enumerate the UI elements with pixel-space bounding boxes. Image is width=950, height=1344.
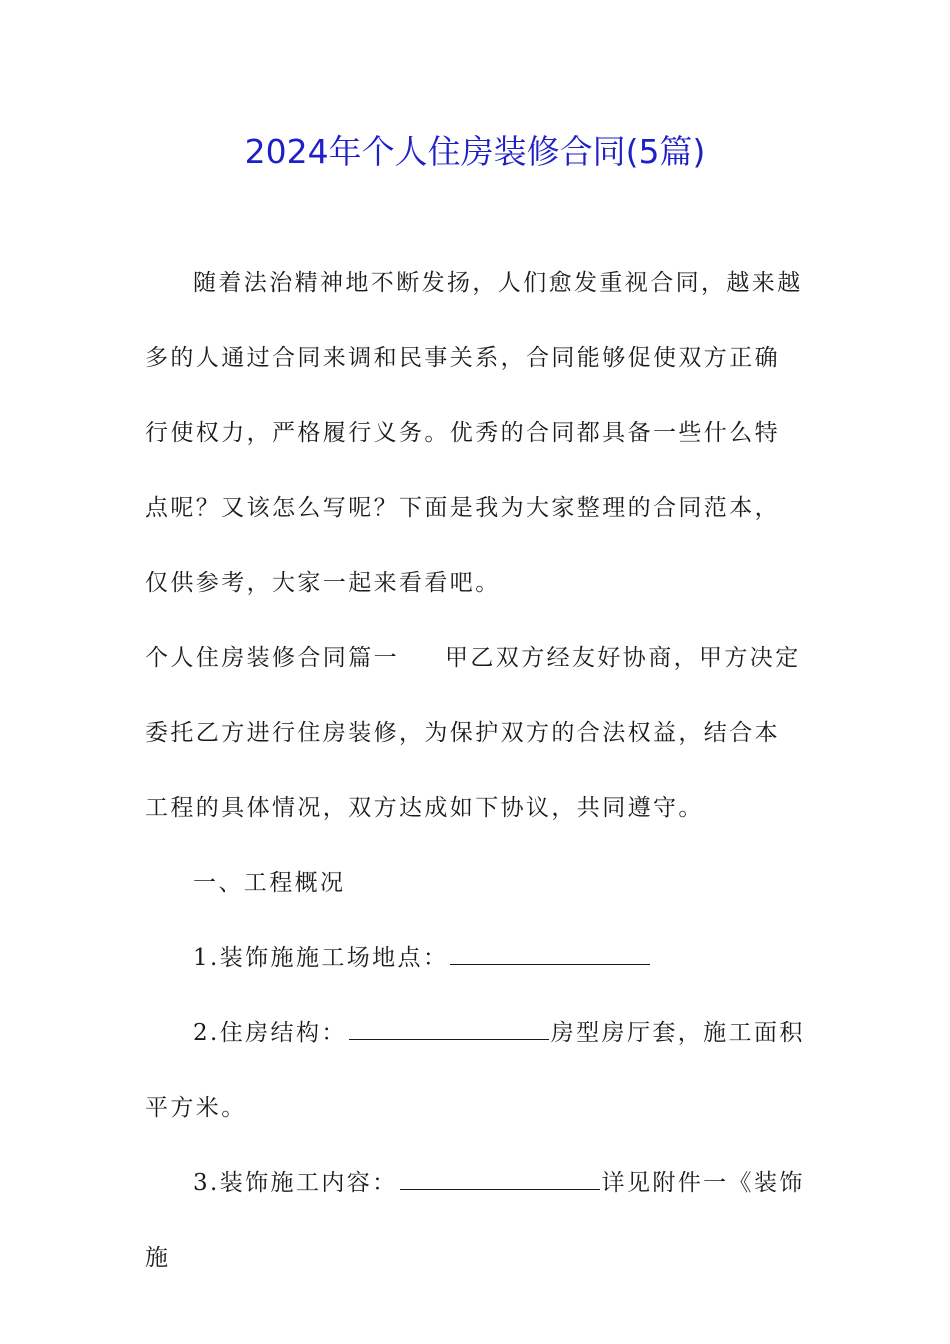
section-heading: 一、工程概况 xyxy=(193,870,346,896)
section-label: 个人住房装修合同篇一 xyxy=(145,645,399,671)
clause-item-3-label: 3.装饰施工内容： xyxy=(193,1170,398,1196)
clause-item-2 xyxy=(145,996,805,1146)
fill-blank-structure xyxy=(349,1017,549,1040)
clause-item-2-suffix: 房型房厅套，施工面积平方米。 xyxy=(145,1020,805,1121)
intro-paragraph: 随着法治精神地不断发扬，人们愈发重视合同，越来越多的人通过合同来调和民事关系，合同能够促使双方正确行使权力，严格履行义务。优秀的合同都具备一些什么特点呢？又该怎么写呢？下面是我为大家整理的合同范本，仅供参考，大家一起来看看吧。 xyxy=(145,270,803,596)
clause-item-1 xyxy=(145,921,805,996)
fill-blank-site xyxy=(450,942,650,965)
clause-item-1-label: 1.装饰施施工场地点： xyxy=(193,945,449,971)
section-text: 甲乙双方经友好协商，甲方决定委托乙方进行住房装修，为保护双方的合法权益，结合本工程的具体情况，双方达成如下协议，共同遵守。 xyxy=(145,645,801,821)
fill-blank-content xyxy=(400,1167,600,1190)
section-paragraph xyxy=(145,621,805,846)
clause-item-3 xyxy=(145,1146,805,1296)
clause-item-3-suffix: 详见附件一《装饰施 xyxy=(145,1170,805,1271)
clause-item-2-label: 2.住房结构： xyxy=(193,1020,347,1046)
page-title: 2024年个人住房装修合同(5篇) xyxy=(244,132,706,171)
